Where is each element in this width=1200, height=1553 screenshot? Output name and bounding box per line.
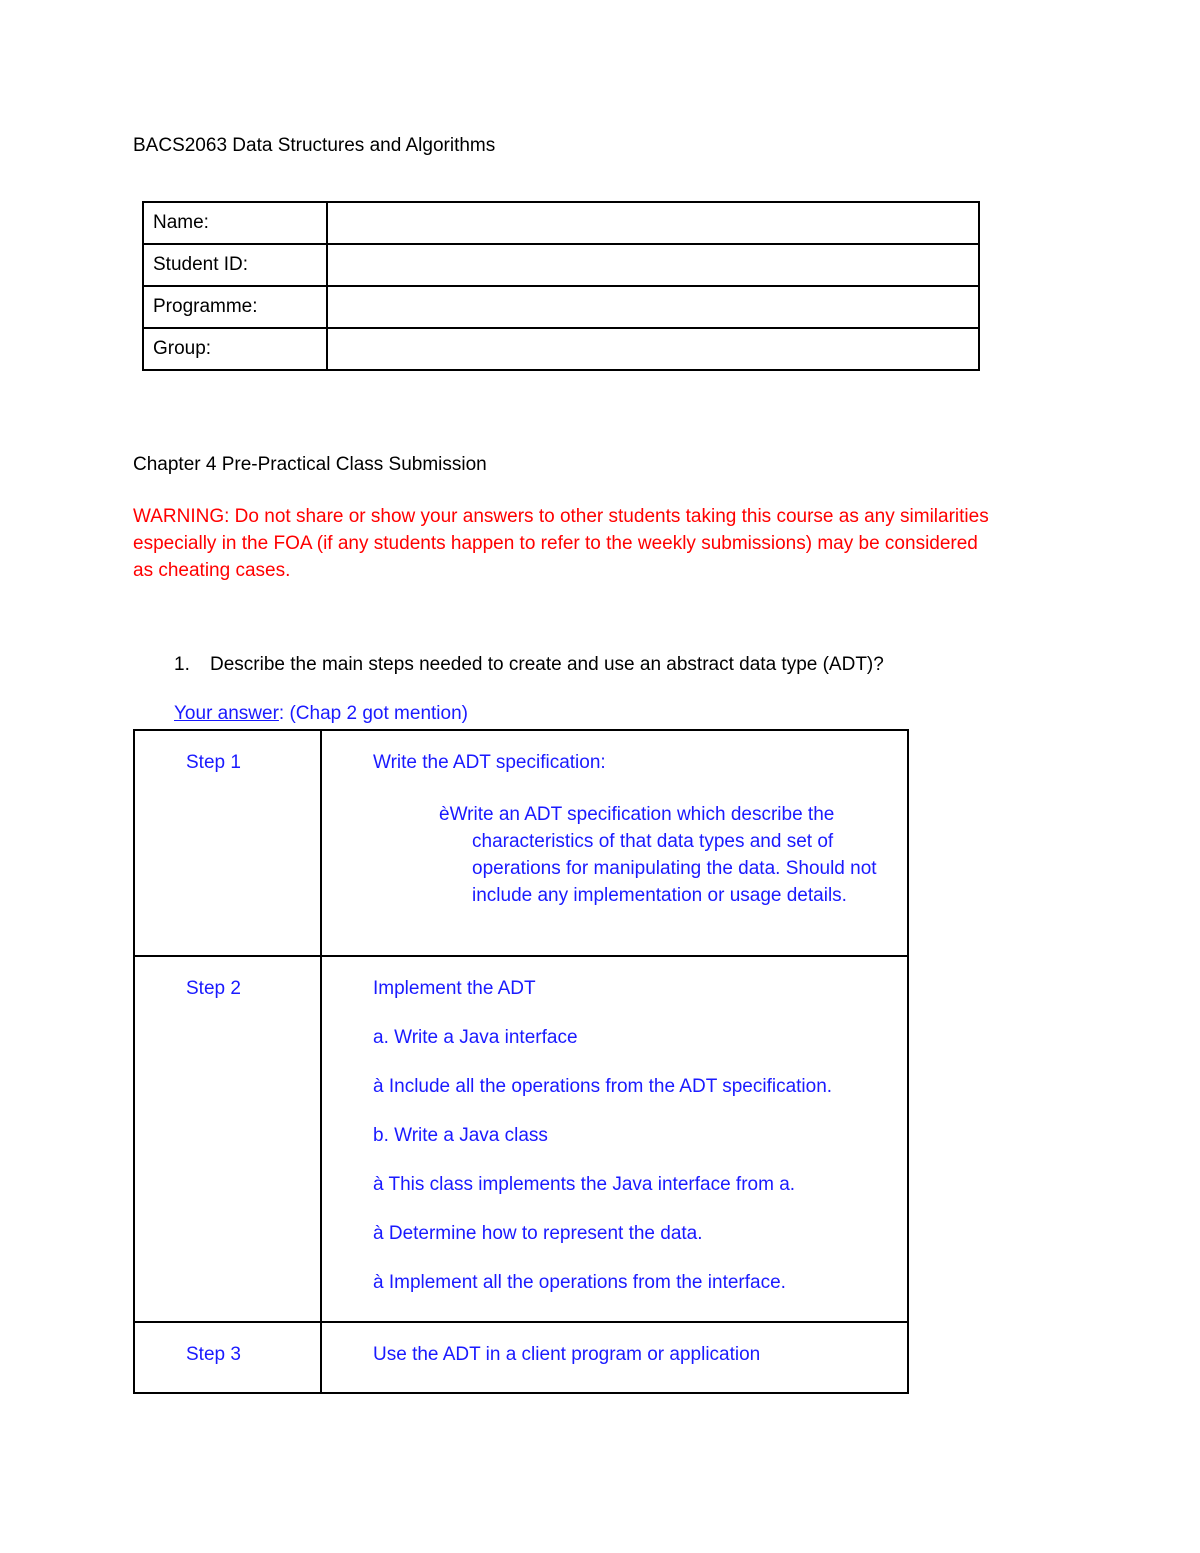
warning-text: WARNING: Do not share or show your answers to other students taking this course as any similarities especially in the FOA (if any students happen to refer to the weekly submissions) may be considered as cheating cases. xyxy=(133,506,989,581)
table-row xyxy=(134,730,908,956)
steps-table xyxy=(133,729,909,1394)
name-label: Name: xyxy=(143,202,327,244)
question-text: Describe the main steps needed to create and use an abstract data type (ADT)? xyxy=(210,654,884,675)
step-3-content: Use the ADT in a client program or application xyxy=(321,1322,908,1393)
programme-label: Programme: xyxy=(143,286,327,328)
table-row xyxy=(143,202,979,244)
question-1 xyxy=(174,654,884,676)
step-1-bullet: èWrite an ADT specification which describe the characteristics of that data types and set of operations for manipulating the data. Should not include any implementation or usage details. xyxy=(439,804,877,906)
question-number: 1. xyxy=(174,654,190,675)
group-field[interactable] xyxy=(327,328,979,370)
chapter-title: Chapter 4 Pre-Practical Class Submission xyxy=(133,454,487,475)
table-row xyxy=(134,956,908,1322)
step-1-content xyxy=(321,730,908,956)
table-row xyxy=(143,286,979,328)
step-1-title: Write the ADT specification: xyxy=(373,752,606,773)
step-2-line: à Determine how to represent the data. xyxy=(373,1223,703,1244)
step-1-label: Step 1 xyxy=(134,730,321,956)
group-label: Group: xyxy=(143,328,327,370)
step-2-line: b. Write a Java class xyxy=(373,1125,548,1146)
student-info-table xyxy=(142,201,980,371)
step-2-label: Step 2 xyxy=(134,956,321,1322)
table-row xyxy=(134,1322,908,1393)
table-row xyxy=(143,244,979,286)
answer-note: : (Chap 2 got mention) xyxy=(278,703,468,724)
step-2-line: à Implement all the operations from the interface. xyxy=(373,1272,786,1293)
answer-heading xyxy=(174,703,468,725)
step-3-label: Step 3 xyxy=(134,1322,321,1393)
answer-label: Your answer xyxy=(174,703,279,724)
step-2-line: à This class implements the Java interface from a. xyxy=(373,1174,796,1195)
name-field[interactable] xyxy=(327,202,979,244)
programme-field[interactable] xyxy=(327,286,979,328)
step-2-line: a. Write a Java interface xyxy=(373,1027,578,1048)
course-title: BACS2063 Data Structures and Algorithms xyxy=(133,135,496,156)
step-2-line: Implement the ADT xyxy=(373,978,536,999)
student-id-label: Student ID: xyxy=(143,244,327,286)
step-2-line: à Include all the operations from the ADT specification. xyxy=(373,1076,833,1097)
step-2-content xyxy=(321,956,908,1322)
table-row xyxy=(143,328,979,370)
student-id-field[interactable] xyxy=(327,244,979,286)
